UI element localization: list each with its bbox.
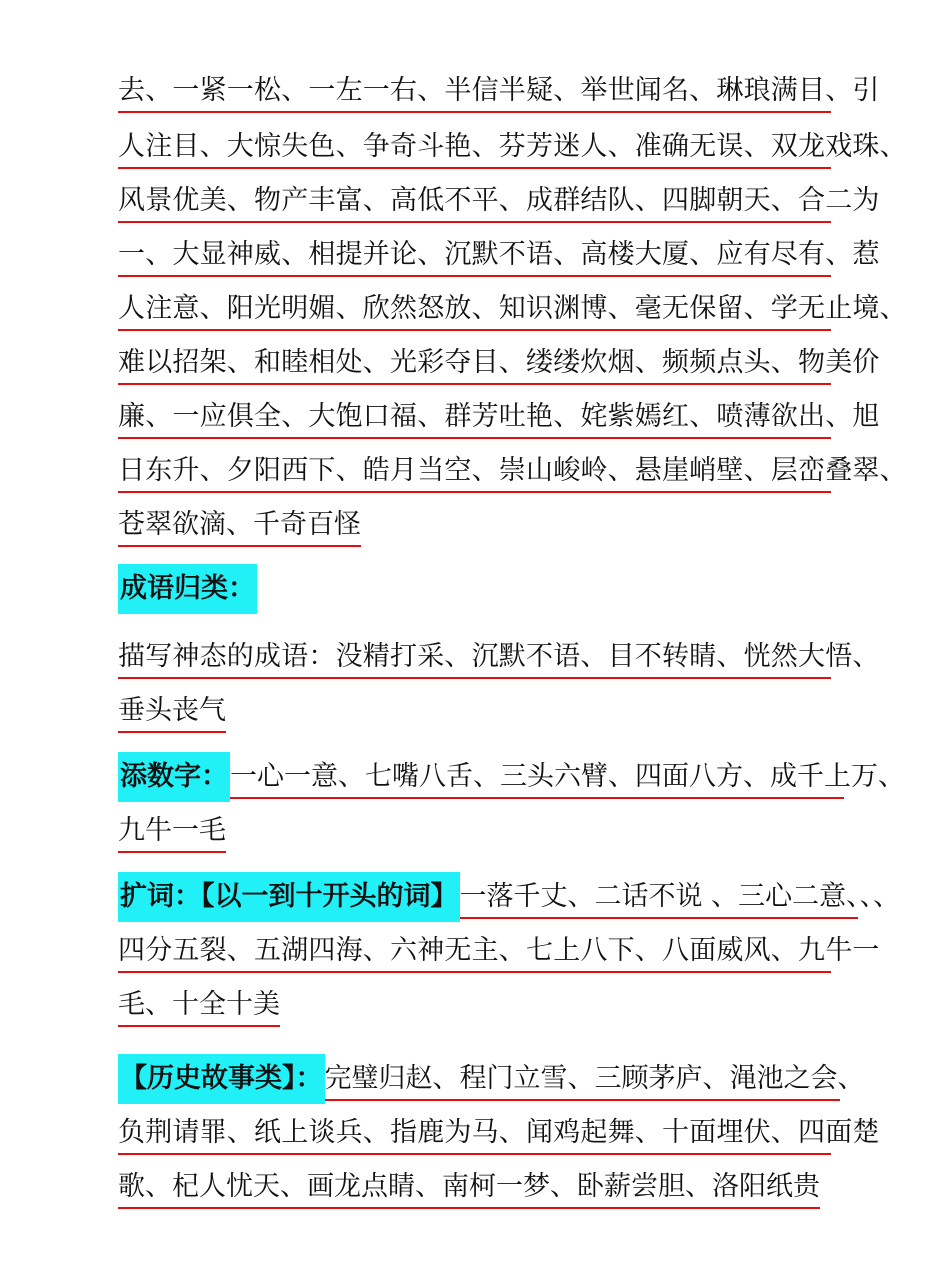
classify-line [118, 638, 880, 678]
history-line [118, 1060, 865, 1100]
idiom-list-line [118, 290, 907, 330]
numbers-line [118, 812, 226, 852]
numbers-line [118, 758, 905, 798]
underlined-text: 描写神态的成语：没精打采、沉默不语、目不转睛、恍然大悟、 [118, 638, 831, 679]
expand-line [118, 878, 901, 918]
section-heading-numbers: 添数字： [118, 752, 230, 802]
classify-line [118, 692, 226, 732]
expand-line [118, 932, 880, 972]
expand-line [118, 986, 280, 1026]
underlined-text: 廉、一应俱全、大饱口福、群芳吐艳、姹紫嫣红、喷薄欲出、旭 [118, 398, 831, 439]
underlined-text: 负荆请罪、纸上谈兵、指鹿为马、闻鸡起舞、十面埋伏、四面楚 [118, 1114, 831, 1155]
underlined-text: 一、大显神威、相提并论、沉默不语、高楼大厦、应有尽有、惹 [118, 236, 831, 277]
idiom-list-line [118, 506, 361, 546]
history-line [118, 1168, 820, 1208]
idiom-list-line [118, 128, 907, 168]
section-heading-row [118, 570, 257, 610]
idiom-list-line [118, 452, 907, 492]
underlined-text: 风景优美、物产丰富、高低不平、成群结队、四脚朝天、合二为 [118, 182, 831, 223]
underlined-text: 完璧归赵、程门立雪、三顾茅庐、渑池之会、 [325, 1060, 840, 1101]
idiom-list-line [118, 72, 880, 112]
underlined-text: 一落千丈、二话不说 、三心二意、、、 [460, 878, 858, 919]
underlined-text: 日东升、夕阳西下、皓月当空、崇山峻岭、悬崖峭壁、层峦叠翠、 [118, 452, 831, 493]
underlined-text: 垂头丧气 [118, 692, 226, 733]
underlined-text: 四分五裂、五湖四海、六神无主、七上八下、八面威风、九牛一 [118, 932, 831, 973]
idiom-list-line [118, 398, 880, 438]
underlined-text: 人注意、阳光明媚、欣然怒放、知识渊博、毫无保留、学无止境、 [118, 290, 831, 331]
underlined-text: 毛、十全十美 [118, 986, 280, 1027]
section-heading-history: 【历史故事类】： [118, 1054, 325, 1104]
underlined-text: 一心一意、七嘴八舌、三头六臂、四面八方、成千上万、 [230, 758, 844, 799]
underlined-text: 去、一紧一松、一左一右、半信半疑、举世闻名、琳琅满目、引 [118, 72, 831, 113]
section-heading-classify: 成语归类： [118, 564, 257, 614]
underlined-text: 难以招架、和睦相处、光彩夺目、缕缕炊烟、频频点头、物美价 [118, 344, 831, 385]
underlined-text: 九牛一毛 [118, 812, 226, 853]
idiom-list-line [118, 182, 880, 222]
history-line [118, 1114, 880, 1154]
underlined-text: 苍翠欲滴、千奇百怪 [118, 506, 361, 547]
underlined-text: 歌、杞人忧天、画龙点睛、南柯一梦、卧薪尝胆、洛阳纸贵 [118, 1168, 820, 1209]
idiom-list-line [118, 344, 880, 384]
idiom-list-line [118, 236, 880, 276]
section-heading-expand: 扩词：【以一到十开头的词】 [118, 872, 460, 922]
underlined-text: 人注目、大惊失色、争奇斗艳、芬芳迷人、准确无误、双龙戏珠、 [118, 128, 831, 169]
